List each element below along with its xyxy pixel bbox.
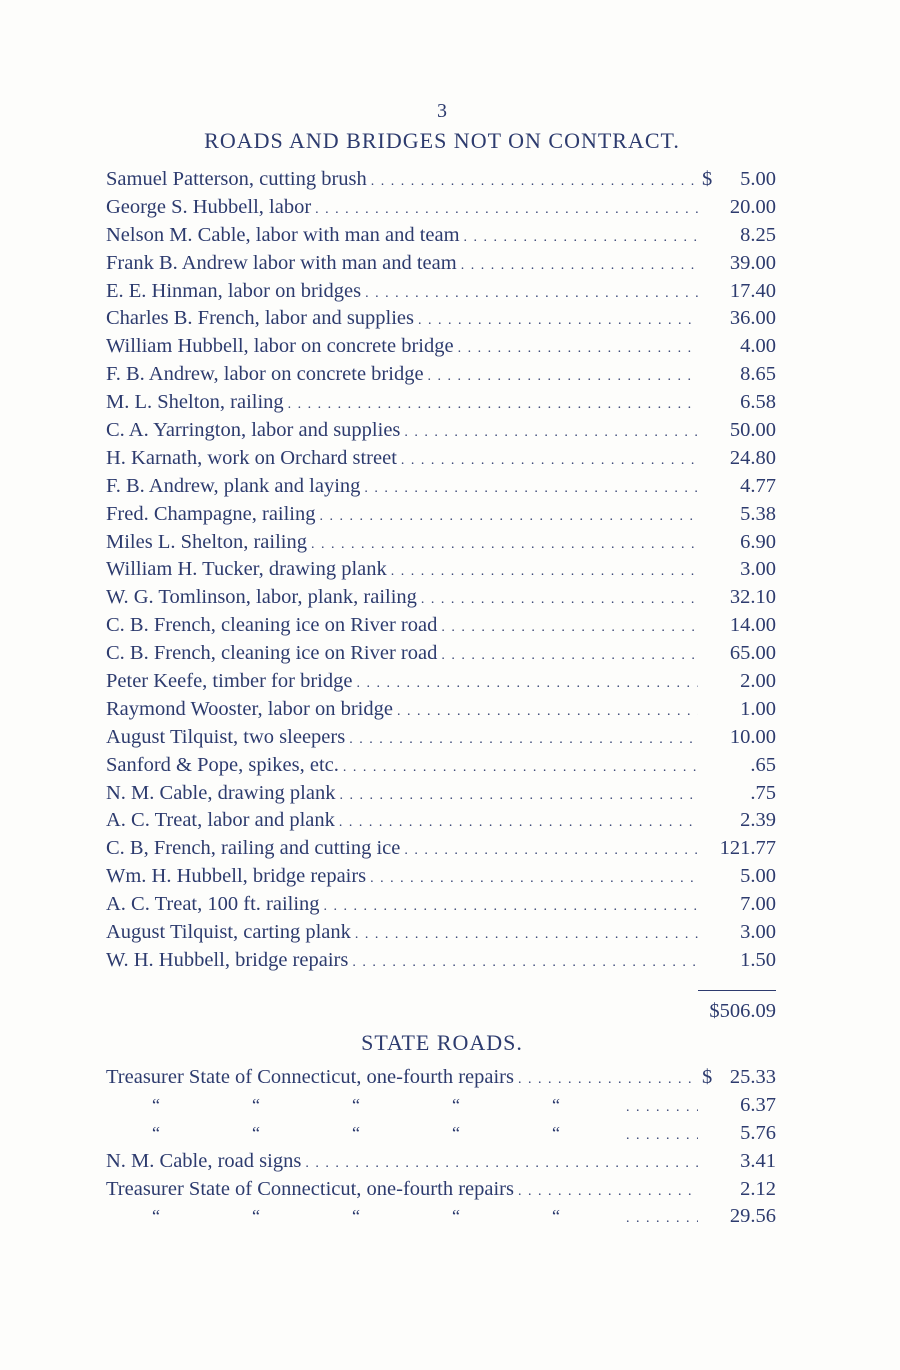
entry-amount: 20.00	[729, 195, 776, 218]
entry-description: C. B. French, cleaning ice on River road	[106, 642, 438, 665]
dot-leader	[401, 445, 698, 475]
dot-leader	[339, 807, 698, 837]
ditto-marks	[106, 1203, 606, 1231]
dot-leader	[371, 166, 698, 196]
dot-leader	[391, 556, 698, 586]
ledger-row	[106, 556, 776, 584]
ledger-row	[106, 529, 776, 557]
dot-leader	[397, 696, 698, 726]
entry-description: Sanford & Pope, spikes, etc.	[106, 753, 339, 776]
roads-bridges-total: $506.09	[709, 1000, 776, 1022]
dot-leader	[365, 278, 698, 308]
entry-amount: 17.40	[729, 279, 776, 302]
entry-amount: 25.33	[729, 1066, 776, 1088]
dot-leader	[458, 333, 698, 363]
entry-amount: 5.76	[740, 1121, 776, 1144]
ledger-row	[106, 807, 776, 835]
ledger-row	[106, 194, 776, 222]
ditto-mark: “	[352, 1122, 360, 1143]
ledger-row	[106, 389, 776, 417]
entry-amount: 6.58	[740, 391, 776, 414]
entry-description: Charles B. French, labor and supplies	[106, 307, 415, 330]
ditto-mark: “	[352, 1206, 360, 1227]
dot-leader	[421, 584, 698, 614]
entry-description: A. C. Treat, labor and plank	[106, 809, 335, 832]
entry-amount: 2.00	[740, 670, 776, 693]
dot-leader	[404, 417, 698, 447]
ledger-row	[106, 584, 776, 612]
entry-amount: 6.90	[740, 530, 776, 553]
dot-leader	[626, 1120, 698, 1150]
ledger-row	[106, 1120, 776, 1148]
ledger-row	[106, 640, 776, 668]
entry-description: August Tilquist, carting plank	[106, 921, 351, 944]
ledger-row	[106, 417, 776, 445]
ledger-row	[106, 696, 776, 724]
page-number: 3	[437, 100, 447, 122]
entry-description: William H. Tucker, drawing plank	[106, 558, 387, 581]
section-title-state-roads: STATE ROADS.	[361, 1030, 523, 1055]
total-rule	[698, 990, 776, 991]
dot-leader	[464, 222, 698, 252]
entry-amount: 8.65	[740, 363, 776, 386]
ditto-marks	[106, 1092, 606, 1120]
entry-amount: 5.38	[740, 502, 776, 525]
ledger-row	[106, 752, 776, 780]
entry-description: W. H. Hubbell, bridge repairs	[106, 948, 349, 971]
ledger-row	[106, 250, 776, 278]
dot-leader	[356, 668, 698, 698]
state-roads-ledger	[106, 1064, 776, 1231]
entry-description: Samuel Patterson, cutting brush	[106, 168, 367, 190]
section-title-roads-bridges: ROADS AND BRIDGES NOT ON CONTRACT.	[204, 128, 680, 153]
dot-leader	[352, 947, 698, 977]
entry-amount: 5.00	[740, 168, 776, 190]
dot-leader	[324, 891, 698, 921]
ditto-mark: “	[552, 1094, 560, 1115]
entry-amount: 32.10	[729, 586, 776, 609]
dot-leader	[305, 1148, 698, 1178]
ledger-row	[106, 278, 776, 306]
dot-leader	[626, 1092, 698, 1122]
dot-leader	[339, 780, 698, 810]
ledger-row	[106, 333, 776, 361]
dot-leader	[364, 473, 698, 503]
entry-amount: 10.00	[729, 725, 776, 748]
entry-description: E. E. Hinman, labor on bridges	[106, 279, 362, 302]
ledger-row	[106, 361, 776, 389]
entry-amount: 1.00	[740, 697, 776, 720]
dot-leader	[343, 752, 698, 782]
currency-sign: $	[702, 1066, 713, 1088]
entry-description: C. A. Yarrington, labor and supplies	[106, 419, 401, 442]
entry-amount: 1.50	[740, 948, 776, 971]
entry-amount: 36.00	[729, 307, 776, 330]
entry-description: Treasurer State of Connecticut, one-fourth repairs	[106, 1177, 514, 1200]
ditto-mark: “	[552, 1122, 560, 1143]
dot-leader	[355, 919, 698, 949]
entry-amount: 7.00	[740, 893, 776, 916]
entry-amount: 121.77	[719, 837, 776, 860]
ledger-row	[106, 835, 776, 863]
dot-leader	[320, 501, 698, 531]
ledger-row	[106, 1064, 776, 1092]
ledger-row	[106, 305, 776, 333]
entry-description: Peter Keefe, timber for bridge	[106, 670, 353, 693]
entry-description: Wm. H. Hubbell, bridge repairs	[106, 865, 367, 888]
entry-amount: .65	[750, 753, 776, 776]
entry-description: M. L. Shelton, railing	[106, 391, 284, 414]
entry-amount: 50.00	[729, 419, 776, 442]
dot-leader	[626, 1203, 698, 1233]
ditto-mark: “	[452, 1206, 460, 1227]
ditto-mark: “	[352, 1094, 360, 1115]
ledger-row	[106, 445, 776, 473]
dot-leader	[370, 863, 698, 893]
ledger-row	[106, 724, 776, 752]
ditto-marks	[106, 1120, 606, 1148]
entry-amount: 8.25	[740, 223, 776, 246]
entry-description: Nelson M. Cable, labor with man and team	[106, 223, 460, 246]
dot-leader	[441, 640, 698, 670]
entry-description: George S. Hubbell, labor	[106, 195, 312, 218]
entry-description: F. B. Andrew, plank and laying	[106, 474, 361, 497]
entry-description: W. G. Tomlinson, labor, plank, railing	[106, 586, 417, 609]
entry-amount: 3.00	[740, 558, 776, 581]
ledger-row	[106, 947, 776, 975]
currency-sign: $	[702, 168, 713, 190]
entry-description: Treasurer State of Connecticut, one-fourth repairs	[106, 1066, 514, 1088]
ledger-row	[106, 863, 776, 891]
ledger-row	[106, 501, 776, 529]
entry-amount: 2.39	[740, 809, 776, 832]
entry-description: August Tilquist, two sleepers	[106, 725, 346, 748]
ditto-mark: “	[252, 1122, 260, 1143]
ledger-row	[106, 919, 776, 947]
dot-leader	[404, 835, 697, 865]
entry-description: F. B. Andrew, labor on concrete bridge	[106, 363, 424, 386]
entry-description: N. M. Cable, drawing plank	[106, 781, 336, 804]
ditto-mark: “	[152, 1094, 160, 1115]
ditto-mark: “	[252, 1094, 260, 1115]
ledger-row	[106, 1176, 776, 1204]
ledger-row	[106, 222, 776, 250]
dot-leader	[441, 612, 698, 642]
entry-amount: 2.12	[740, 1177, 776, 1200]
ledger-row	[106, 612, 776, 640]
entry-amount: 6.37	[740, 1093, 776, 1116]
ditto-mark: “	[552, 1206, 560, 1227]
entry-amount: 4.77	[740, 474, 776, 497]
ditto-mark: “	[152, 1122, 160, 1143]
entry-description: William Hubbell, labor on concrete bridge	[106, 335, 454, 358]
ditto-mark: “	[452, 1094, 460, 1115]
entry-amount: 5.00	[740, 865, 776, 888]
entry-amount: 4.00	[740, 335, 776, 358]
ledger-row	[106, 780, 776, 808]
ledger-row	[106, 473, 776, 501]
ledger-row	[106, 891, 776, 919]
entry-amount: 39.00	[729, 251, 776, 274]
entry-amount: 3.41	[740, 1149, 776, 1172]
ledger-row	[106, 1203, 776, 1231]
dot-leader	[518, 1064, 698, 1094]
entry-description: Miles L. Shelton, railing	[106, 530, 307, 553]
ledger-row	[106, 668, 776, 696]
entry-description: A. C. Treat, 100 ft. railing	[106, 893, 320, 916]
entry-description: H. Karnath, work on Orchard street	[106, 446, 397, 469]
entry-description: N. M. Cable, road signs	[106, 1149, 302, 1172]
ledger-row	[106, 1092, 776, 1120]
ditto-mark: “	[152, 1206, 160, 1227]
entry-amount: 3.00	[740, 921, 776, 944]
ledger-row	[106, 166, 776, 194]
entry-description: Raymond Wooster, labor on bridge	[106, 697, 393, 720]
entry-amount: 65.00	[729, 642, 776, 665]
ledger-row	[106, 1148, 776, 1176]
dot-leader	[418, 305, 698, 335]
dot-leader	[461, 250, 698, 280]
dot-leader	[315, 194, 698, 224]
dot-leader	[288, 389, 698, 419]
dot-leader	[349, 724, 698, 754]
dot-leader	[428, 361, 698, 391]
ditto-mark: “	[252, 1206, 260, 1227]
entry-amount: 14.00	[729, 614, 776, 637]
entry-amount: .75	[750, 781, 776, 804]
entry-amount: 29.56	[729, 1205, 776, 1228]
entry-description: Frank B. Andrew labor with man and team	[106, 251, 457, 274]
dot-leader	[311, 529, 698, 559]
entry-amount: 24.80	[729, 446, 776, 469]
entry-description: C. B. French, cleaning ice on River road	[106, 614, 438, 637]
entry-description: Fred. Champagne, railing	[106, 502, 316, 525]
dot-leader	[518, 1176, 698, 1206]
entry-description: C. B, French, railing and cutting ice	[106, 837, 401, 860]
ditto-mark: “	[452, 1122, 460, 1143]
roads-bridges-ledger	[106, 166, 776, 975]
